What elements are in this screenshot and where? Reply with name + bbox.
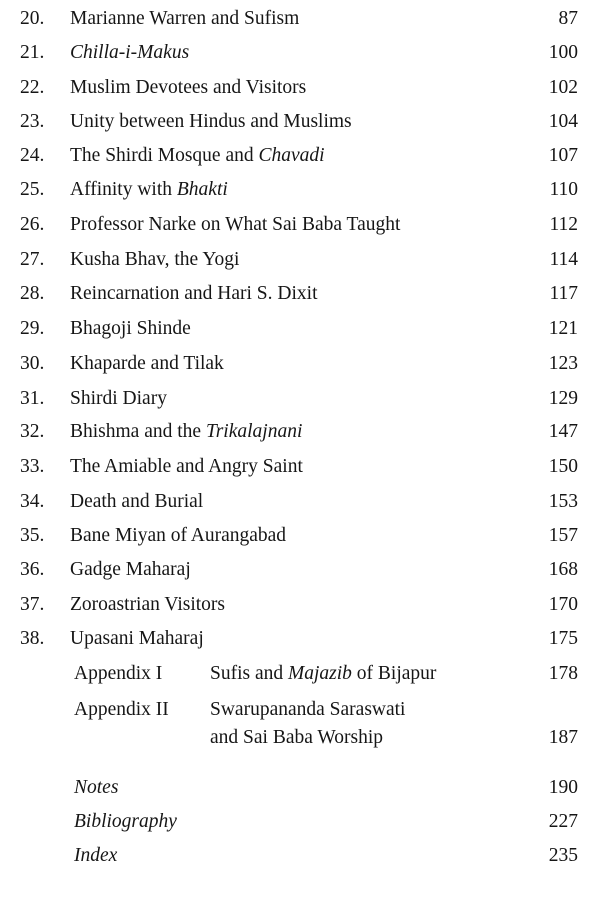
appendix-entry (0, 658, 600, 690)
chapter-title-text: Bhishma and the (70, 421, 206, 442)
chapter-title (70, 140, 325, 172)
chapter-title (70, 416, 302, 448)
chapter-number: 36. (20, 559, 45, 580)
toc-entry (0, 313, 600, 345)
toc-entry (0, 623, 600, 655)
appendix-title-text: of Bijapur (351, 663, 437, 684)
page-number: 123 (548, 353, 578, 374)
appendix-title (210, 658, 436, 690)
back-matter-title: Bibliography (74, 811, 177, 832)
chapter-title: Unity between Hindus and Muslims (70, 111, 352, 132)
chapter-title: Zoroastrian Visitors (70, 594, 225, 615)
toc-entry (0, 244, 600, 276)
chapter-title-text: Affinity with (70, 179, 177, 200)
toc-entry (0, 3, 600, 35)
page-number: 129 (548, 388, 578, 409)
chapter-title: Khaparde and Tilak (70, 353, 224, 374)
page-number: 178 (548, 663, 578, 684)
page-number: 107 (548, 145, 578, 166)
chapter-title: Bane Miyan of Aurangabad (70, 525, 287, 546)
page-number: 110 (549, 179, 578, 200)
chapter-number: 37. (20, 594, 45, 615)
chapter-title-italic: Chavadi (258, 145, 325, 166)
chapter-number: 35. (20, 525, 45, 546)
toc-entry (0, 589, 600, 621)
chapter-number: 30. (20, 353, 45, 374)
chapter-number: 24. (20, 145, 45, 166)
page-number: 147 (548, 421, 578, 442)
toc-entry (0, 174, 600, 206)
page-number: 104 (548, 111, 578, 132)
back-matter-entry (0, 840, 600, 872)
chapter-number: 27. (20, 249, 45, 270)
chapter-title: Death and Burial (70, 491, 204, 512)
chapter-number: 21. (20, 42, 45, 63)
chapter-title-italic: Bhakti (176, 179, 228, 200)
toc-entry (0, 520, 600, 552)
chapter-title: The Amiable and Angry Saint (70, 456, 303, 477)
chapter-number: 34. (20, 491, 45, 512)
toc-entry (0, 486, 600, 518)
back-matter-entry (0, 772, 600, 804)
page-number: 153 (548, 491, 578, 512)
page-number: 157 (548, 525, 578, 546)
chapter-title: Gadge Maharaj (70, 559, 191, 580)
chapter-title (70, 174, 228, 206)
chapter-number: 33. (20, 456, 45, 477)
page-number: 187 (548, 727, 578, 748)
chapter-title-text: The Shirdi Mosque and (70, 145, 259, 166)
chapter-title-italic: Trikalajnani (205, 421, 303, 442)
chapter-title: Professor Narke on What Sai Baba Taught (70, 214, 401, 235)
chapter-number: 29. (20, 318, 45, 339)
chapter-number: 26. (20, 214, 45, 235)
chapter-title: Kusha Bhav, the Yogi (70, 249, 240, 270)
chapter-number: 20. (20, 8, 45, 29)
appendix-title-line2: and Sai Baba Worship (210, 727, 384, 748)
chapter-number: 31. (20, 388, 45, 409)
appendix-entry (0, 696, 600, 758)
back-matter-title: Notes (74, 777, 119, 798)
toc-entry (0, 106, 600, 138)
toc-entry (0, 209, 600, 241)
chapter-number: 32. (20, 421, 45, 442)
chapter-title: Chilla-i-Makus (70, 42, 190, 63)
page-number: 150 (548, 456, 578, 477)
chapter-title: Muslim Devotees and Visitors (70, 77, 307, 98)
chapter-title: Bhagoji Shinde (70, 318, 191, 339)
page-number: 190 (548, 777, 578, 798)
toc-entry (0, 140, 600, 172)
toc-entry (0, 416, 600, 448)
chapter-number: 22. (20, 77, 45, 98)
page-number: 170 (548, 594, 578, 615)
toc-entry (0, 72, 600, 104)
page-number: 168 (548, 559, 578, 580)
page-number: 175 (548, 628, 578, 649)
chapter-number: 38. (20, 628, 45, 649)
page-number: 235 (548, 845, 578, 866)
chapter-number: 23. (20, 111, 45, 132)
toc-entry (0, 451, 600, 483)
chapter-number: 25. (20, 179, 45, 200)
toc-entry (0, 37, 600, 69)
page-number: 117 (549, 283, 578, 304)
appendix-title-line1: Swarupananda Saraswati (210, 699, 406, 720)
page-number: 87 (558, 8, 578, 29)
page-number: 112 (549, 214, 578, 235)
page-number: 114 (549, 249, 578, 270)
toc-entry (0, 348, 600, 380)
chapter-title: Marianne Warren and Sufism (70, 8, 300, 29)
back-matter-title: Index (74, 845, 118, 866)
page-number: 102 (548, 77, 578, 98)
toc-entry (0, 383, 600, 415)
appendix-label: Appendix I (74, 663, 163, 684)
toc-entry (0, 554, 600, 586)
chapter-title: Upasani Maharaj (70, 628, 204, 649)
page-number: 121 (548, 318, 578, 339)
appendix-title-text: Sufis and (210, 663, 288, 684)
page-number: 227 (548, 811, 578, 832)
appendix-label: Appendix II (74, 699, 169, 720)
chapter-number: 28. (20, 283, 45, 304)
appendix-title-italic: Majazib (288, 663, 352, 684)
chapter-title: Shirdi Diary (70, 388, 167, 409)
back-matter-entry (0, 806, 600, 838)
page-number: 100 (548, 42, 578, 63)
chapter-title: Reincarnation and Hari S. Dixit (70, 283, 318, 304)
toc-entry (0, 278, 600, 310)
